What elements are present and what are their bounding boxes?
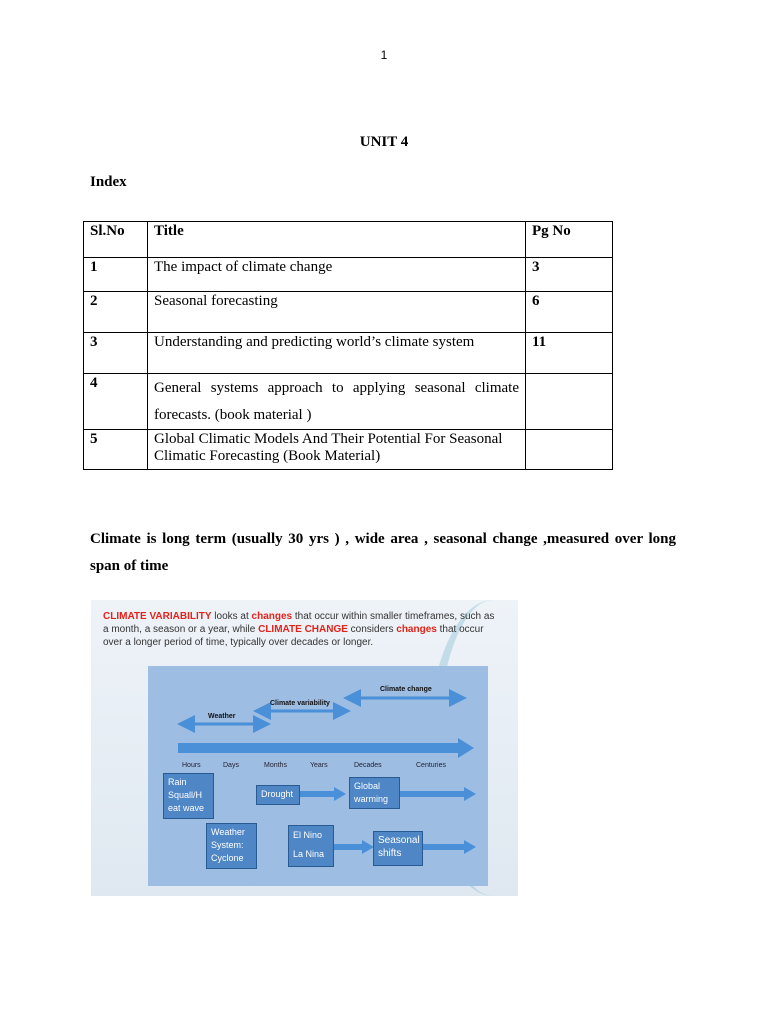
index-heading: Index <box>90 174 127 190</box>
timescale-panel <box>148 666 488 886</box>
table-row <box>84 292 613 333</box>
header-title: Title <box>148 222 526 258</box>
row-title: Understanding and predicting world’s climate system <box>148 333 526 374</box>
label-climate-change: Climate change <box>380 686 432 693</box>
table-row <box>84 258 613 292</box>
caption-changes: changes <box>251 611 293 622</box>
row-title: General systems approach to applying seasonal climate forecasts. (book material ) <box>148 374 526 430</box>
box-drought: Drought <box>256 785 300 805</box>
caption-changes: changes <box>396 624 437 635</box>
box-rain-squall: Rain Squall/H eat wave <box>163 773 214 819</box>
caption-climate-variability: CLIMATE VARIABILITY <box>103 611 212 622</box>
label-lanina: La Nina <box>293 849 325 859</box>
row-title: Seasonal forecasting <box>148 292 526 333</box>
tick-decades: Decades <box>354 762 382 769</box>
table-row <box>84 374 613 430</box>
table-header-row <box>84 222 613 258</box>
drought-arrow <box>298 787 346 801</box>
tick-centuries: Centuries <box>416 762 446 769</box>
time-axis-arrow <box>178 738 474 758</box>
row-slno: 5 <box>84 430 148 470</box>
tick-months: Months <box>264 762 287 769</box>
unit-title: UNIT 4 <box>359 134 409 150</box>
label-climate-variability: Climate variability <box>270 700 330 707</box>
seasonal-arrow <box>420 840 476 854</box>
row-pgno: 6 <box>526 292 613 333</box>
tick-hours: Hours <box>182 762 201 769</box>
caption-text: that occur within smaller timeframes, such as a month, a season or a year, while <box>103 611 495 635</box>
elnino-arrow <box>334 840 374 854</box>
page-number: 1 <box>380 48 388 62</box>
header-pgno: Pg No <box>526 222 613 258</box>
global-warming-arrow <box>398 787 476 801</box>
box-enso <box>288 825 334 867</box>
row-pgno <box>526 430 613 470</box>
climate-definition-paragraph: Climate is long term (usually 30 yrs ) , wide area , seasonal change ,measured over long span of time <box>90 531 676 574</box>
index-table <box>83 221 613 470</box>
box-weather-system: Weather System: Cyclone <box>206 823 257 869</box>
row-title: Global Climatic Models And Their Potential For Seasonal Climatic Forecasting (Book Material) <box>148 430 526 470</box>
row-title: The impact of climate change <box>148 258 526 292</box>
row-pgno <box>526 374 613 430</box>
row-slno: 4 <box>84 374 148 430</box>
label-elnino: El Nino <box>293 830 323 840</box>
label-weather: Weather <box>208 713 236 720</box>
figure-caption <box>103 610 498 649</box>
climate-timescale-figure <box>91 600 518 896</box>
box-seasonal-shifts: Seasonal shifts <box>373 831 423 866</box>
row-slno: 2 <box>84 292 148 333</box>
caption-text: that occur over a longer period of time, typically over decades or longer. <box>103 624 484 648</box>
row-pgno: 3 <box>526 258 613 292</box>
tick-days: Days <box>223 762 239 769</box>
row-slno: 1 <box>84 258 148 292</box>
table-row <box>84 430 613 470</box>
row-slno: 3 <box>84 333 148 374</box>
caption-text: considers <box>347 624 397 635</box>
table-row <box>84 333 613 374</box>
row-pgno: 11 <box>526 333 613 374</box>
tick-years: Years <box>310 762 328 769</box>
box-global-warming: Global warming <box>349 777 400 809</box>
caption-climate-change: CLIMATE CHANGE <box>258 624 348 635</box>
header-slno: Sl.No <box>84 222 148 258</box>
caption-text: looks at <box>211 611 252 622</box>
